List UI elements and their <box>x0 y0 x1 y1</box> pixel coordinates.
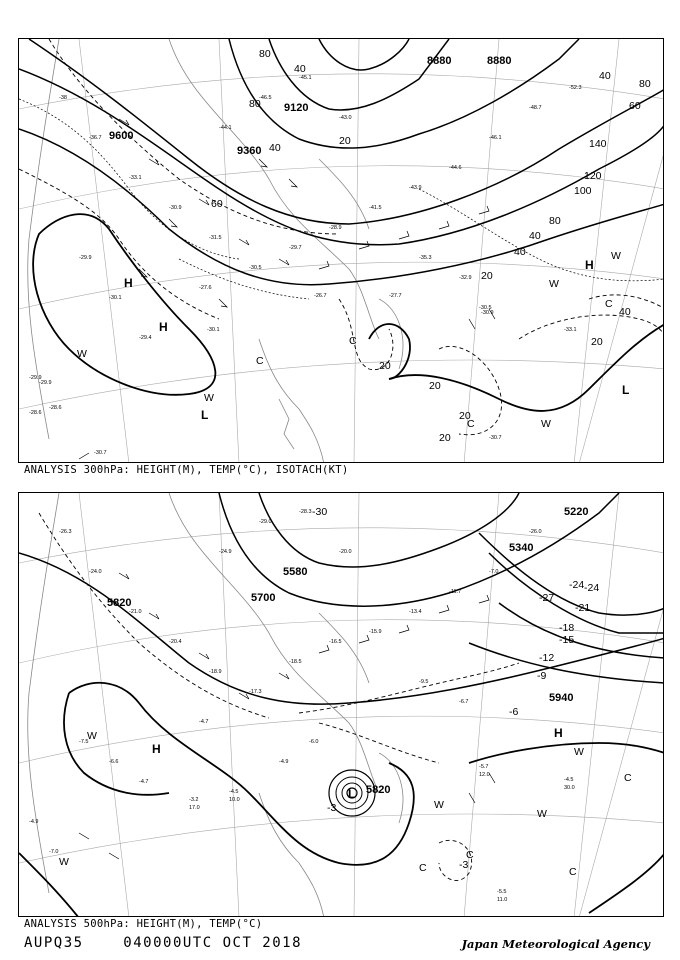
isotach-label: 20 <box>429 380 441 392</box>
svg-text:-9.5: -9.5 <box>419 679 429 685</box>
svg-text:-36.7: -36.7 <box>89 135 102 141</box>
svg-text:-28.6: -28.6 <box>49 405 62 411</box>
upper-wind-barbs <box>79 119 495 459</box>
svg-text:-26.3: -26.3 <box>59 529 72 535</box>
lower-chart-canvas <box>19 493 664 917</box>
system-marker: W <box>574 746 584 758</box>
isotach-label: 100 <box>574 185 592 197</box>
temp-label: -30.7 <box>489 435 502 441</box>
height-label: 8880 <box>427 55 452 67</box>
svg-text:-18.9: -18.9 <box>209 669 222 675</box>
temp-label: -30.1 <box>207 327 220 333</box>
system-marker: W <box>434 799 444 811</box>
upper-isotachs <box>19 39 664 435</box>
temp-label: -33.1 <box>564 327 577 333</box>
svg-text:-29.9: -29.9 <box>29 375 42 381</box>
isotach-label: 40 <box>619 306 631 318</box>
isotherm-label: -24 <box>569 579 585 591</box>
station-value: -5.5 <box>497 889 507 895</box>
upper-height-labels <box>109 55 511 157</box>
upper-chart-300hpa <box>18 38 664 463</box>
system-marker: H <box>152 742 161 756</box>
height-label: 9360 <box>237 145 262 157</box>
system-marker: W <box>59 856 69 868</box>
svg-text:-7.0: -7.0 <box>489 569 499 575</box>
svg-text:-11.7: -11.7 <box>449 589 462 595</box>
system-marker: C <box>467 418 475 430</box>
svg-text:-48.7: -48.7 <box>529 105 542 111</box>
system-marker: C <box>419 862 427 874</box>
svg-text:-13.4: -13.4 <box>409 609 422 615</box>
svg-text:-44.6: -44.6 <box>449 165 462 171</box>
temp-label: -28.6 <box>29 410 42 416</box>
svg-text:-30.9: -30.9 <box>169 205 182 211</box>
system-marker: C <box>569 866 577 878</box>
svg-text:-28.3: -28.3 <box>299 509 312 515</box>
isotach-label: 20 <box>439 432 451 444</box>
lower-chart-500hpa <box>18 492 664 917</box>
system-marker: W <box>77 348 87 360</box>
svg-text:-17.3: -17.3 <box>249 689 262 695</box>
system-marker: C <box>624 772 632 784</box>
station-value: 11.0 <box>497 897 508 903</box>
system-marker: W <box>549 278 559 290</box>
svg-text:-30.1: -30.1 <box>109 295 122 301</box>
svg-text:-52.3: -52.3 <box>569 85 582 91</box>
isotherm-label: -18 <box>559 622 575 634</box>
height-label: 5700 <box>251 592 276 604</box>
svg-text:-26.0: -26.0 <box>529 529 542 535</box>
svg-text:-29.7: -29.7 <box>289 245 302 251</box>
isotherm-label: -21 <box>575 602 591 614</box>
upper-system-letters <box>77 250 629 430</box>
system-marker: C <box>349 335 357 347</box>
isotach-label: 80 <box>259 48 271 60</box>
upper-chart-canvas <box>19 39 664 463</box>
svg-text:-33.1: -33.1 <box>129 175 142 181</box>
temp-label: -26.7 <box>314 293 327 299</box>
isotach-label: 40 <box>529 230 541 242</box>
upper-boundary <box>33 214 664 411</box>
agency-name: Japan Meteorological Agency <box>461 937 650 951</box>
svg-text:-6.6: -6.6 <box>109 759 119 765</box>
isotach-label: 120 <box>584 170 602 182</box>
lower-chart-caption: ANALYSIS 500hPa: HEIGHT(M), TEMP(°C) <box>24 918 263 930</box>
svg-text:-45.1: -45.1 <box>299 75 312 81</box>
height-label: 8880 <box>487 55 512 67</box>
svg-text:-29.9: -29.9 <box>79 255 92 261</box>
station-value: -4.5 <box>564 777 574 783</box>
isotherm-label: -3 <box>459 859 469 871</box>
svg-text:-27.6: -27.6 <box>199 285 212 291</box>
svg-text:-20.4: -20.4 <box>169 639 182 645</box>
isotach-label: 60 <box>211 198 223 210</box>
svg-text:-44.1: -44.1 <box>219 125 232 131</box>
system-marker: W <box>87 730 97 742</box>
upper-height-contours <box>19 39 664 285</box>
system-marker: L <box>622 383 630 397</box>
svg-text:-4.9: -4.9 <box>29 819 39 825</box>
lower-latlon-grid <box>19 493 664 917</box>
system-marker: W <box>537 808 547 820</box>
system-marker: L <box>201 408 209 422</box>
isotherm-label: -6 <box>509 706 519 718</box>
system-marker: L <box>348 787 356 801</box>
isotach-label: 40 <box>514 246 526 258</box>
svg-text:-24.9: -24.9 <box>219 549 232 555</box>
height-label: 9120 <box>284 102 309 114</box>
isotach-label: 80 <box>249 98 261 110</box>
lower-coastlines <box>28 493 403 917</box>
svg-text:-20.0: -20.0 <box>339 549 352 555</box>
isotach-label: 20 <box>591 336 603 348</box>
station-value: -3.2 <box>189 797 199 803</box>
height-label: 5820 <box>107 597 132 609</box>
height-label: 5220 <box>564 506 589 518</box>
upper-isotherms <box>19 99 664 299</box>
isotach-label: 20 <box>339 135 351 147</box>
svg-text:-43.0: -43.0 <box>339 115 352 121</box>
height-label: 5340 <box>509 542 534 554</box>
upper-station-clutter <box>29 75 582 411</box>
isotherm-label: -27 <box>539 592 555 604</box>
isotach-label: 20 <box>481 270 493 282</box>
temp-label: -30.7 <box>94 450 107 456</box>
station-value: 12.0 <box>479 772 490 778</box>
isotherm-label: -24 <box>584 582 600 594</box>
valid-time: 040000UTC OCT 2018 <box>123 935 303 951</box>
isotherm-label: -9 <box>537 670 547 682</box>
isotach-label: 40 <box>269 142 281 154</box>
station-value: -4.5 <box>229 789 239 795</box>
upper-chart-caption: ANALYSIS 300hPa: HEIGHT(M), TEMP(°C), ISOTACH(KT) <box>24 464 349 476</box>
system-marker: C <box>256 355 264 367</box>
svg-text:-31.5: -31.5 <box>209 235 222 241</box>
svg-text:-4.7: -4.7 <box>139 779 149 785</box>
svg-text:-30.5: -30.5 <box>249 265 262 271</box>
product-footer <box>24 935 302 951</box>
upper-coastlines <box>28 39 403 463</box>
isotherm-label: -15 <box>559 634 575 646</box>
svg-text:-6.7: -6.7 <box>459 699 469 705</box>
svg-text:-15.9: -15.9 <box>369 629 382 635</box>
svg-text:-24.0: -24.0 <box>89 569 102 575</box>
height-label: 5580 <box>283 566 308 578</box>
svg-text:-32.9: -32.9 <box>459 275 472 281</box>
svg-text:-35.3: -35.3 <box>419 255 432 261</box>
isotach-label: 140 <box>589 138 607 150</box>
system-marker: W <box>204 392 214 404</box>
temp-label: -27.7 <box>389 293 402 299</box>
svg-text:-7.5: -7.5 <box>79 739 89 745</box>
system-marker: H <box>124 276 133 290</box>
svg-text:-29.0: -29.0 <box>259 519 272 525</box>
isotach-label: 40 <box>599 70 611 82</box>
svg-text:-29.4: -29.4 <box>139 335 152 341</box>
isotach-label: 80 <box>639 78 651 90</box>
svg-text:-28.9: -28.9 <box>329 225 342 231</box>
isotherm-label: -12 <box>539 652 555 664</box>
svg-text:-46.1: -46.1 <box>489 135 502 141</box>
svg-text:-7.0: -7.0 <box>49 849 59 855</box>
isotherm-label: -3 <box>327 802 337 814</box>
lower-system-letters <box>59 726 632 878</box>
isotach-label: 40 <box>294 63 306 75</box>
svg-text:-38: -38 <box>59 95 67 101</box>
system-marker: H <box>585 258 594 272</box>
svg-text:-16.5: -16.5 <box>329 639 342 645</box>
isotach-label: 20 <box>379 360 391 372</box>
system-marker: C <box>466 849 474 861</box>
height-label: 5820 <box>366 784 391 796</box>
lower-station-clutter <box>29 509 542 855</box>
product-code: AUPQ35 <box>24 935 84 951</box>
isotherm-label: -30 <box>312 506 328 518</box>
height-label: 9600 <box>109 130 134 142</box>
system-marker: W <box>611 250 621 262</box>
station-value: 30.0 <box>564 785 575 791</box>
system-marker: H <box>554 726 563 740</box>
svg-text:-46.5: -46.5 <box>259 95 272 101</box>
svg-text:-6.0: -6.0 <box>309 739 319 745</box>
temp-label: -29.9 <box>39 380 52 386</box>
system-marker: H <box>159 320 168 334</box>
svg-text:-41.5: -41.5 <box>369 205 382 211</box>
station-value: -5.7 <box>479 764 489 770</box>
upper-latlon-grid <box>19 39 664 463</box>
system-marker: W <box>541 418 551 430</box>
system-marker: C <box>605 298 613 310</box>
isotach-label: 80 <box>549 215 561 227</box>
svg-text:-21.0: -21.0 <box>129 609 142 615</box>
upper-isotach-labels <box>211 48 651 444</box>
station-value: 17.0 <box>189 805 200 811</box>
temp-label: -30.9 <box>481 310 494 316</box>
height-label: 5940 <box>549 692 574 704</box>
svg-text:-4.7: -4.7 <box>199 719 209 725</box>
svg-text:-30.5: -30.5 <box>479 305 492 311</box>
svg-text:-4.9: -4.9 <box>279 759 289 765</box>
svg-text:-43.9: -43.9 <box>409 185 422 191</box>
isotach-label: 20 <box>459 410 471 422</box>
svg-text:-18.5: -18.5 <box>289 659 302 665</box>
isotach-label: 60 <box>629 100 641 112</box>
station-value: 10.0 <box>229 797 240 803</box>
